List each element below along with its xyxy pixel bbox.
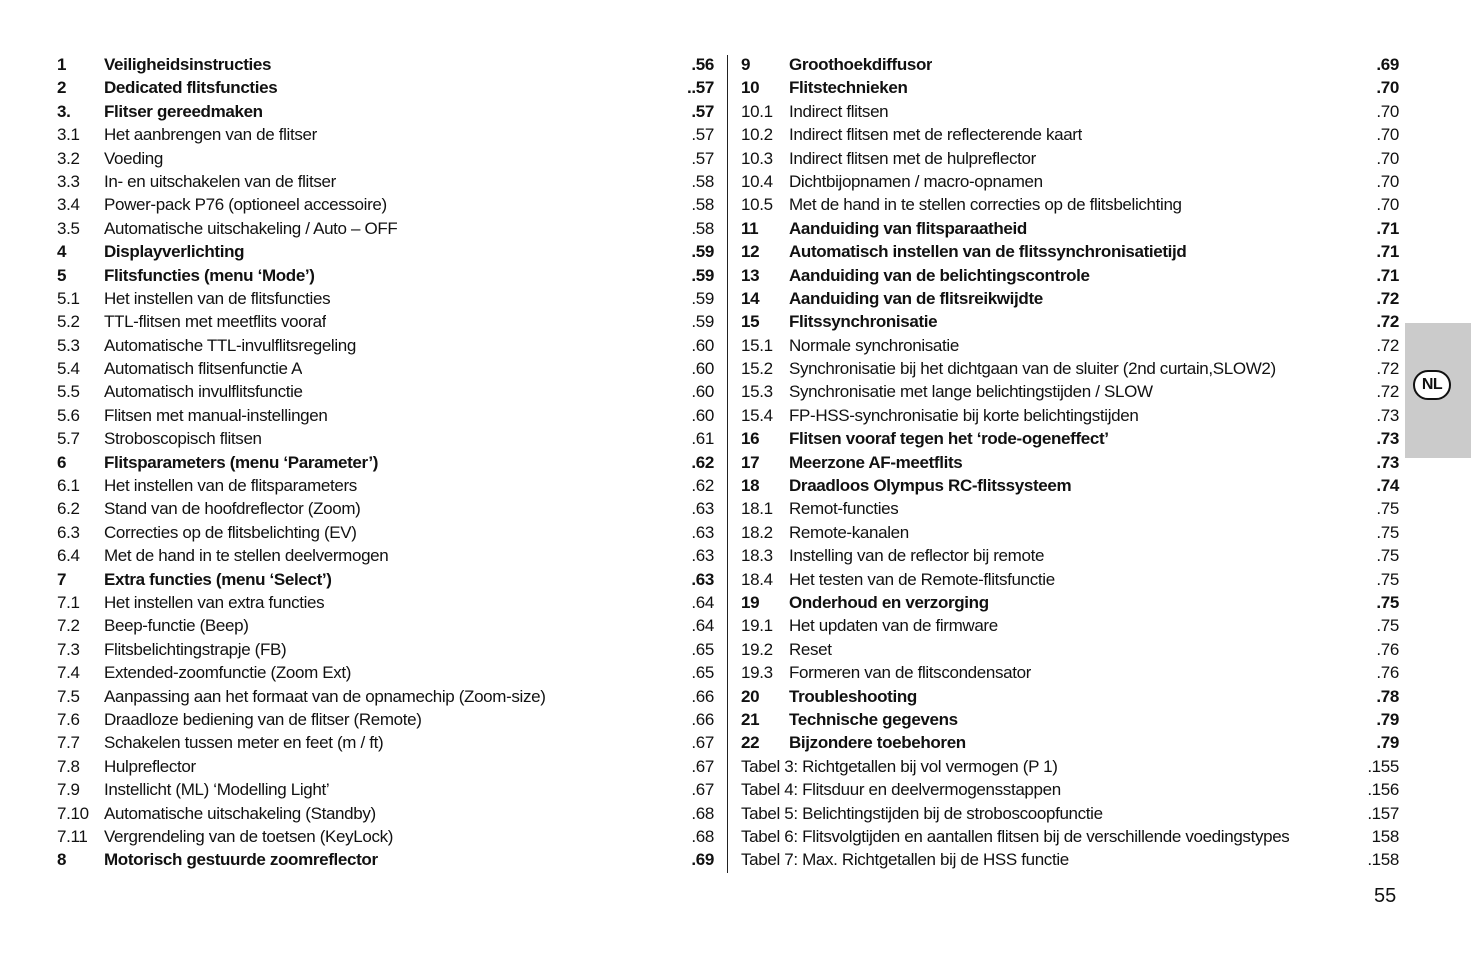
toc-entry-title: Tabel 5: Belichtingstijden bij de stroboscoopfunctie <box>741 803 1103 823</box>
toc-entry-page: .158 <box>1367 850 1399 870</box>
toc-entry-title: Instellicht (ML) ‘Modelling Light’ <box>104 780 330 800</box>
toc-entry-page: .68 <box>691 803 714 823</box>
toc-entry-title: Flitssynchronisatie <box>789 312 938 332</box>
toc-entry-title: Remot-functies <box>789 499 899 519</box>
toc-entry-page: .75 <box>1376 546 1399 566</box>
toc-entry <box>741 53 1399 76</box>
toc-entry-page: .59 <box>691 312 714 332</box>
toc-entry-number: 7.6 <box>57 709 80 729</box>
toc-entry-number: 8 <box>57 850 67 870</box>
toc-entry-page: .58 <box>691 171 714 191</box>
toc-entry-title: Motorisch gestuurde zoomreflector <box>104 850 378 870</box>
toc-entry <box>741 848 1399 871</box>
toc-entry <box>741 825 1399 848</box>
toc-entry-page: .58 <box>691 218 714 238</box>
toc-entry-number: 15.1 <box>741 335 773 355</box>
toc-entry-number: 7.3 <box>57 639 80 659</box>
toc-entry <box>741 100 1399 123</box>
toc-entry <box>57 661 714 684</box>
toc-entry <box>741 685 1399 708</box>
toc-entry <box>57 287 714 310</box>
toc-entry-number: 18.1 <box>741 499 773 519</box>
toc-entry-number: 1 <box>57 55 67 74</box>
toc-entry <box>741 334 1399 357</box>
toc-entry <box>57 825 714 848</box>
toc-entry-number: 5.1 <box>57 288 80 308</box>
toc-entry-page: .67 <box>691 733 714 753</box>
toc-entry-page: .66 <box>691 686 714 706</box>
toc-entry-title: Beep-functie (Beep) <box>104 616 249 636</box>
toc-entry-page: .79 <box>1376 733 1399 753</box>
toc-entry-page: .72 <box>1376 312 1399 332</box>
toc-entry-number: 11 <box>741 218 759 238</box>
toc-entry-number: 7.10 <box>57 803 89 823</box>
toc-entry-page: .65 <box>691 639 714 659</box>
toc-entry-page: .75 <box>1376 569 1399 589</box>
toc-entry-title: Synchronisatie bij het dichtgaan van de sluiter (2nd curtain,SLOW2) <box>789 359 1276 379</box>
toc-entry-page: .59 <box>691 242 714 262</box>
toc-entry-title: Correcties op de flitsbelichting (EV) <box>104 522 357 542</box>
toc-entry <box>57 778 714 801</box>
toc-entry <box>57 614 714 637</box>
toc-entry-title: Bijzondere toebehoren <box>789 733 966 753</box>
toc-entry-number: 3.3 <box>57 171 80 191</box>
toc-entry <box>741 123 1399 146</box>
toc-entry-page: .155 <box>1367 756 1399 776</box>
toc-entry-page: .75 <box>1376 499 1399 519</box>
toc-entry-number: 18.2 <box>741 522 773 542</box>
toc-entry-page: .74 <box>1376 476 1399 496</box>
toc-entry-number: 20 <box>741 686 760 706</box>
toc-entry-number: 10 <box>741 78 760 98</box>
toc-entry <box>57 240 714 263</box>
toc-entry-page: .66 <box>691 709 714 729</box>
toc-entry-title: Displayverlichting <box>104 242 245 262</box>
toc-entry <box>741 404 1399 427</box>
toc-entry-title: Flitsen vooraf tegen het ‘rode-ogeneffect’ <box>789 429 1109 449</box>
toc-entry-page: .70 <box>1376 78 1399 98</box>
toc-entry-page: .60 <box>691 359 714 379</box>
toc-entry-number: 7.11 <box>57 826 88 846</box>
toc-entry-page: .57 <box>691 148 714 168</box>
toc-entry-page: .72 <box>1376 288 1399 308</box>
toc-entry-page: .75 <box>1376 616 1399 636</box>
toc-entry-title: Tabel 6: Flitsvolgtijden en aantallen flitsen bij de verschillende voedingstypes <box>741 826 1290 846</box>
toc-entry <box>57 53 714 76</box>
toc-entry-title: Draadloze bediening van de flitser (Remote) <box>104 709 422 729</box>
toc-entry-page: .70 <box>1376 195 1399 215</box>
toc-entry <box>57 170 714 193</box>
toc-entry-page: .67 <box>691 780 714 800</box>
toc-entry <box>57 76 714 99</box>
toc-entry-page: .72 <box>1376 382 1399 402</box>
toc-entry <box>741 731 1399 754</box>
toc-entry-number: 19.3 <box>741 663 773 683</box>
toc-entry <box>741 76 1399 99</box>
toc-entry <box>57 755 714 778</box>
toc-entry <box>57 147 714 170</box>
toc-entry-page: .60 <box>691 335 714 355</box>
toc-entry-title: Groothoekdiffusor <box>789 55 933 74</box>
toc-entry-title: Formeren van de flitscondensator <box>789 663 1032 683</box>
page-number: 55 <box>1374 885 1397 907</box>
toc-entry-number: 6.2 <box>57 499 80 519</box>
toc-entry-title: Technische gegevens <box>789 709 958 729</box>
toc-entry-page: .70 <box>1376 101 1399 121</box>
toc-entry-page: .61 <box>691 429 714 449</box>
toc-entry-number: 15.4 <box>741 405 773 425</box>
toc-entry-number: 5 <box>57 265 67 285</box>
toc-entry <box>57 802 714 825</box>
toc-entry <box>741 451 1399 474</box>
toc-entry <box>741 568 1399 591</box>
toc-entry-title: In- en uitschakelen van de flitser <box>104 171 336 191</box>
toc-entry-number: 15 <box>741 312 760 332</box>
toc-entry <box>57 310 714 333</box>
toc-entry-title: Tabel 7: Max. Richtgetallen bij de HSS functie <box>741 850 1069 870</box>
toc-entry-title: Synchronisatie met lange belichtingstijden / SLOW <box>789 382 1153 402</box>
toc-entry-page: .57 <box>691 101 714 121</box>
toc-entry <box>57 497 714 520</box>
toc-entry-number: 10.3 <box>741 148 773 168</box>
toc-entry-title: Instelling van de reflector bij remote <box>789 546 1045 566</box>
toc-entry-number: 7.2 <box>57 616 80 636</box>
toc-entry-number: 10.1 <box>741 101 773 121</box>
toc-entry-title: Tabel 3: Richtgetallen bij vol vermogen (P 1) <box>741 756 1058 776</box>
toc-entry <box>57 474 714 497</box>
toc-entry <box>57 380 714 403</box>
toc-entry-number: 7.4 <box>57 663 80 683</box>
toc-entry-title: Flitsparameters (menu ‘Parameter’) <box>104 452 379 472</box>
toc-entry-title: Onderhoud en verzorging <box>789 592 989 612</box>
toc-entry-title: Flitser gereedmaken <box>104 101 263 121</box>
toc-entry-title: Normale synchronisatie <box>789 335 959 355</box>
toc-entry-number: 5.5 <box>57 382 80 402</box>
toc-entry <box>741 708 1399 731</box>
toc-entry-page: .75 <box>1376 522 1399 542</box>
toc-entry <box>741 310 1399 333</box>
toc-entry <box>741 357 1399 380</box>
toc-entry-number: 15.3 <box>741 382 773 402</box>
toc-entry <box>741 217 1399 240</box>
toc-entry-title: Schakelen tussen meter en feet (m / ft) <box>104 733 384 753</box>
toc-entry <box>57 591 714 614</box>
toc-entry <box>741 497 1399 520</box>
toc-entry-page: .156 <box>1367 780 1399 800</box>
toc-entry-page: .58 <box>691 195 714 215</box>
toc-entry-page: .73 <box>1376 452 1399 472</box>
toc-entry-number: 3.5 <box>57 218 80 238</box>
toc-entry-number: 16 <box>741 429 760 449</box>
toc-entry-number: 5.2 <box>57 312 80 332</box>
toc-entry-page: .65 <box>691 663 714 683</box>
toc-entry-number: 3.2 <box>57 148 80 168</box>
toc-entry <box>57 521 714 544</box>
toc-entry-page: .70 <box>1376 171 1399 191</box>
toc-entry <box>57 217 714 240</box>
toc-entry <box>741 802 1399 825</box>
toc-entry-title: Veiligheidsinstructies <box>104 55 272 74</box>
toc-entry-page: ..57 <box>687 78 714 98</box>
toc-entry-title: Aanpassing aan het formaat van de opnamechip (Zoom-size) <box>104 686 546 706</box>
toc-entry-page: .78 <box>1376 686 1399 706</box>
toc-entry-page: .67 <box>691 756 714 776</box>
toc-entry-page: .70 <box>1376 148 1399 168</box>
toc-entry-number: 10.5 <box>741 195 773 215</box>
toc-entry-page: .69 <box>1376 55 1399 74</box>
toc-entry-title: Draadloos Olympus RC-flitssysteem <box>789 476 1072 496</box>
toc-entry <box>741 170 1399 193</box>
toc-entry-number: 13 <box>741 265 760 285</box>
toc-entry <box>741 287 1399 310</box>
toc-entry-number: 18.4 <box>741 569 773 589</box>
toc-entry-title: Automatisch flitsenfunctie A <box>104 359 303 379</box>
toc-entry-page: .68 <box>691 826 714 846</box>
toc-entry-page: .62 <box>691 476 714 496</box>
toc-entry-page: .63 <box>691 522 714 542</box>
toc-entry <box>57 357 714 380</box>
toc-entry-number: 2 <box>57 78 67 98</box>
toc-entry-number: 10.4 <box>741 171 773 191</box>
toc-entry-page: .59 <box>691 265 714 285</box>
toc-entry <box>57 334 714 357</box>
toc-entry-number: 6.1 <box>57 476 80 496</box>
toc-entry-page: .59 <box>691 288 714 308</box>
toc-entry <box>741 240 1399 263</box>
toc-entry-number: 7.9 <box>57 780 80 800</box>
toc-entry-page: 158 <box>1371 826 1399 846</box>
toc-entry-number: 3.4 <box>57 195 80 215</box>
toc-entry-number: 18.3 <box>741 546 773 566</box>
toc-entry-title: Indirect flitsen met de hulpreflector <box>789 148 1036 168</box>
toc-entry-page: .70 <box>1376 125 1399 145</box>
toc-entry-number: 7.7 <box>57 733 80 753</box>
toc-entry-number: 3.1 <box>57 125 80 145</box>
toc-entry-title: Vergrendeling van de toetsen (KeyLock) <box>104 826 394 846</box>
toc-entry-title: Reset <box>789 639 832 659</box>
toc-entry <box>57 100 714 123</box>
toc-entry-number: 22 <box>741 733 760 753</box>
toc-entry-title: Met de hand in te stellen deelvermogen <box>104 546 389 566</box>
toc-entry <box>741 661 1399 684</box>
toc-entry-title: Automatisch instellen van de flitssynchronisatietijd <box>789 242 1187 262</box>
toc-entry-page: .63 <box>691 499 714 519</box>
toc-entry <box>741 264 1399 287</box>
toc-entry-title: Het aanbrengen van de flitser <box>104 125 317 145</box>
toc-entry-page: .62 <box>691 452 714 472</box>
toc-left-column <box>57 53 714 872</box>
toc-entry <box>741 591 1399 614</box>
toc-entry-title: Stand van de hoofdreflector (Zoom) <box>104 499 361 519</box>
toc-entry-title: Troubleshooting <box>789 686 917 706</box>
toc-entry <box>741 474 1399 497</box>
toc-entry-page: .60 <box>691 382 714 402</box>
toc-entry-page: .69 <box>691 850 714 870</box>
toc-entry-title: Automatische TTL-invulflitsregeling <box>104 335 356 355</box>
toc-entry-number: 19 <box>741 592 760 612</box>
toc-entry-number: 4 <box>57 242 67 262</box>
toc-entry-title: Het instellen van de flitsparameters <box>104 476 357 496</box>
toc-entry-number: 5.4 <box>57 359 80 379</box>
toc-entry-page: .64 <box>691 616 714 636</box>
language-badge: NL <box>1413 370 1451 400</box>
toc-entry-number: 10.2 <box>741 125 773 145</box>
toc-entry-title: Power-pack P76 (optioneel accessoire) <box>104 195 387 215</box>
toc-entry-title: Dedicated flitsfuncties <box>104 78 278 98</box>
toc-entry-number: 18 <box>741 476 760 496</box>
toc-entry-number: 9 <box>741 55 751 74</box>
toc-entry <box>741 193 1399 216</box>
toc-entry-title: Flitsfuncties (menu ‘Mode’) <box>104 265 315 285</box>
toc-entry-title: Extra functies (menu ‘Select’) <box>104 569 332 589</box>
toc-entry-number: 5.6 <box>57 405 80 425</box>
toc-entry <box>57 123 714 146</box>
toc-entry <box>57 427 714 450</box>
toc-entry <box>741 544 1399 567</box>
toc-entry-number: 6.4 <box>57 546 80 566</box>
toc-entry <box>741 638 1399 661</box>
toc-entry <box>741 380 1399 403</box>
toc-entry <box>57 451 714 474</box>
toc-entry <box>57 848 714 871</box>
toc-entry-number: 21 <box>741 709 760 729</box>
toc-entry-title: Stroboscopisch flitsen <box>104 429 262 449</box>
toc-entry-page: .76 <box>1376 639 1399 659</box>
toc-entry <box>57 708 714 731</box>
toc-entry-number: 6.3 <box>57 522 80 542</box>
toc-entry <box>741 614 1399 637</box>
toc-entry-title: Indirect flitsen <box>789 101 889 121</box>
toc-entry-page: .157 <box>1367 803 1399 823</box>
toc-entry-number: 17 <box>741 452 760 472</box>
column-divider <box>727 55 728 873</box>
toc-entry-page: .63 <box>691 546 714 566</box>
toc-entry-page: .63 <box>691 569 714 589</box>
toc-entry <box>57 568 714 591</box>
toc-entry-title: Aanduiding van de flitsreikwijdte <box>789 288 1043 308</box>
toc-entry-page: .64 <box>691 592 714 612</box>
toc-entry-page: .60 <box>691 405 714 425</box>
toc-entry-page: .71 <box>1376 265 1399 285</box>
toc-entry-title: Automatische uitschakeling / Auto – OFF <box>104 218 398 238</box>
toc-entry-title: Extended-zoomfunctie (Zoom Ext) <box>104 663 352 683</box>
toc-entry-title: Flitstechnieken <box>789 78 908 98</box>
toc-entry-page: .57 <box>691 125 714 145</box>
toc-entry-number: 7 <box>57 569 67 589</box>
toc-entry-number: 5.7 <box>57 429 80 449</box>
toc-entry <box>741 755 1399 778</box>
toc-entry <box>741 147 1399 170</box>
toc-entry-title: FP-HSS-synchronisatie bij korte belichtingstijden <box>789 405 1139 425</box>
toc-entry-title: Automatische uitschakeling (Standby) <box>104 803 376 823</box>
toc-entry-title: Het instellen van de flitsfuncties <box>104 288 331 308</box>
toc-entry-title: Het updaten van de firmware <box>789 616 998 636</box>
toc-entry-title: Met de hand in te stellen correcties op de flitsbelichting <box>789 195 1182 215</box>
toc-entry-title: Aanduiding van de belichtingscontrole <box>789 265 1090 285</box>
toc-entry-title: Remote-kanalen <box>789 522 909 542</box>
toc-entry-number: 14 <box>741 288 760 308</box>
toc-entry-page: .71 <box>1376 218 1399 238</box>
toc-entry-number: 15.2 <box>741 359 773 379</box>
toc-entry-title: Het instellen van extra functies <box>104 592 325 612</box>
toc-entry-number: 6 <box>57 452 67 472</box>
toc-entry-page: .76 <box>1376 663 1399 683</box>
toc-entry-title: Hulpreflector <box>104 756 196 776</box>
toc-entry-title: Meerzone AF-meetflits <box>789 452 963 472</box>
toc-entry-number: 3. <box>57 101 71 121</box>
toc-entry <box>57 731 714 754</box>
toc-entry-title: Het testen van de Remote-flitsfunctie <box>789 569 1055 589</box>
toc-entry-page: .73 <box>1376 405 1399 425</box>
toc-entry-title: TTL-flitsen met meetflits vooraf <box>104 312 327 332</box>
toc-entry-title: Automatisch invulflitsfunctie <box>104 382 303 402</box>
toc-entry-title: Flitsen met manual-instellingen <box>104 405 328 425</box>
toc-entry <box>741 778 1399 801</box>
toc-entry-page: .79 <box>1376 709 1399 729</box>
toc-entry-page: .72 <box>1376 335 1399 355</box>
toc-entry <box>741 427 1399 450</box>
toc-entry <box>741 521 1399 544</box>
toc-entry-number: 5.3 <box>57 335 80 355</box>
toc-entry-title: Dichtbijopnamen / macro-opnamen <box>789 171 1043 191</box>
toc-entry-title: Indirect flitsen met de reflecterende kaart <box>789 125 1082 145</box>
toc-entry-page: .73 <box>1376 429 1399 449</box>
toc-entry <box>57 193 714 216</box>
toc-entry-number: 19.1 <box>741 616 773 636</box>
toc-entry <box>57 544 714 567</box>
toc-entry-number: 12 <box>741 242 760 262</box>
toc-entry <box>57 264 714 287</box>
toc-entry-title: Aanduiding van flitsparaatheid <box>789 218 1027 238</box>
toc-entry-number: 7.8 <box>57 756 80 776</box>
toc-entry-page: .75 <box>1376 592 1399 612</box>
toc-entry-title: Voeding <box>104 148 164 168</box>
toc-entry-page: .56 <box>691 55 714 74</box>
toc-entry-page: .71 <box>1376 242 1399 262</box>
toc-entry-page: .72 <box>1376 359 1399 379</box>
toc-entry-title: Flitsbelichtingstrapje (FB) <box>104 639 287 659</box>
toc-entry-number: 7.5 <box>57 686 80 706</box>
toc-entry <box>57 404 714 427</box>
toc-entry <box>57 638 714 661</box>
toc-entry <box>57 685 714 708</box>
toc-entry-number: 7.1 <box>57 592 80 612</box>
toc-right-column <box>741 53 1399 872</box>
toc-entry-title: Tabel 4: Flitsduur en deelvermogensstappen <box>741 780 1061 800</box>
toc-entry-number: 19.2 <box>741 639 773 659</box>
